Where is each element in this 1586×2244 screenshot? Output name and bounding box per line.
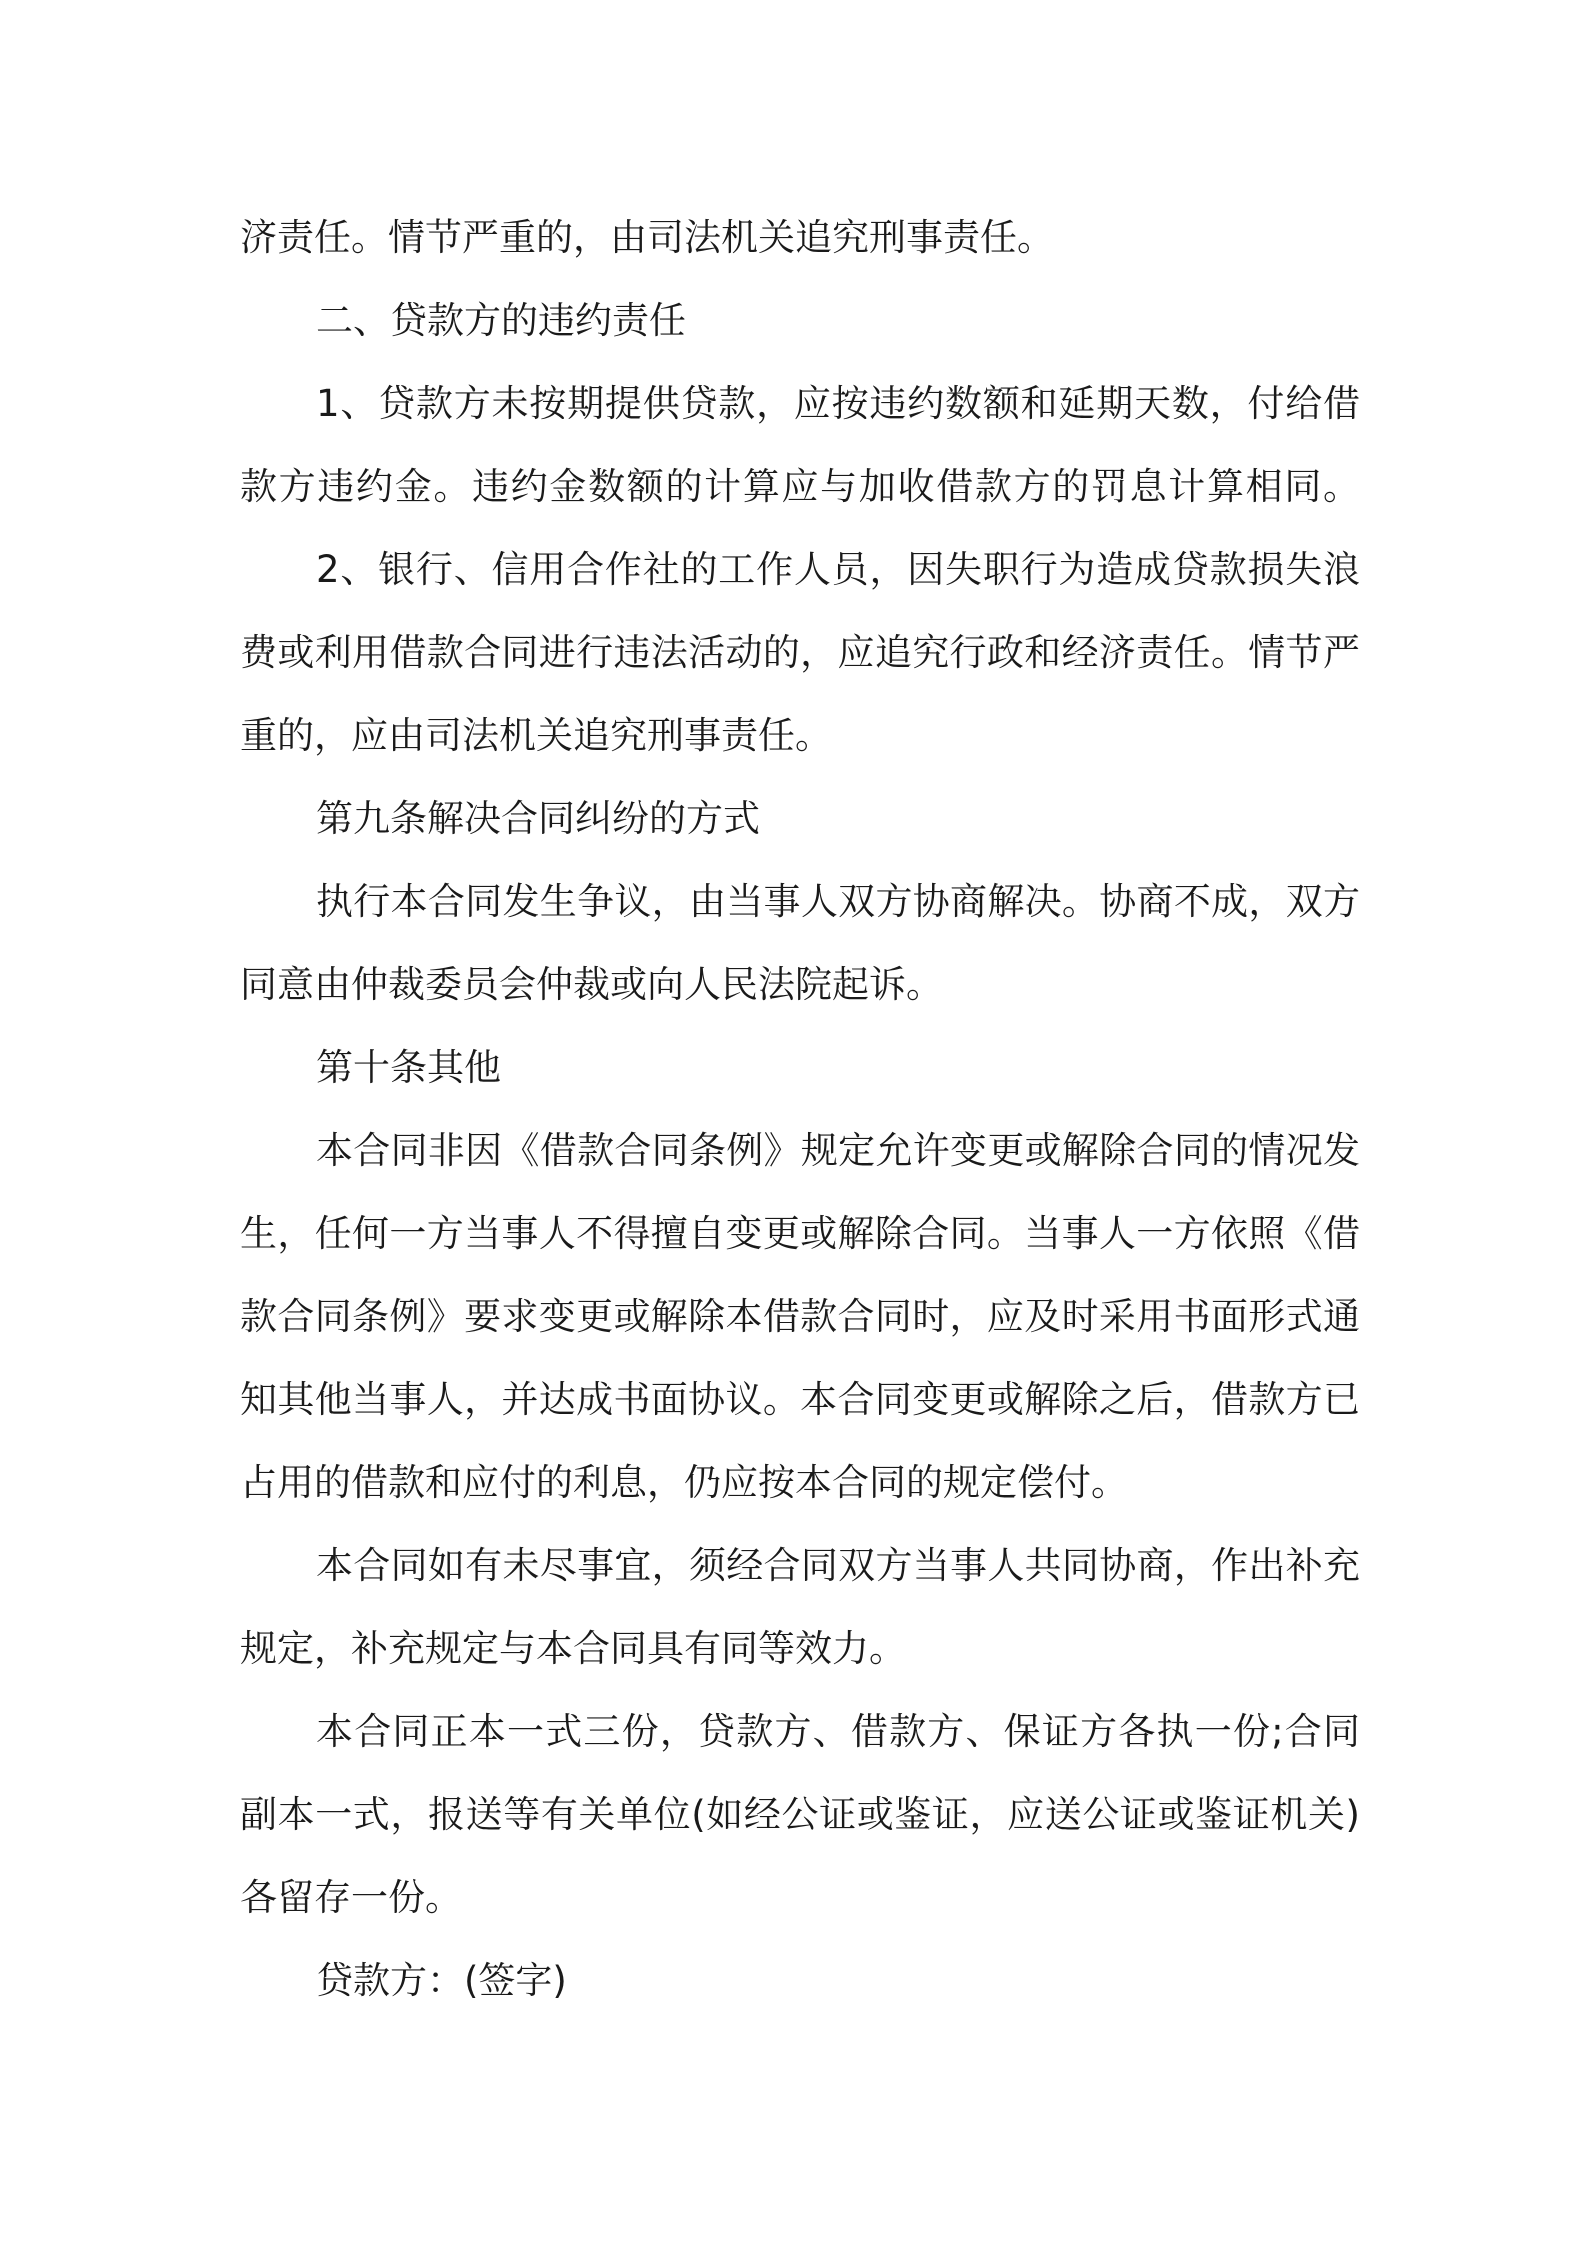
text-line: 执行本合同发生争议，由当事人双方协商解决。协商不成，双方 [316, 880, 1360, 923]
paragraph-supplementary [240, 1524, 1360, 1690]
text-line: 占用的借款和应付的利息，仍应按本合同的规定偿付。 [240, 1461, 1128, 1504]
text-line: 第十条其他 [316, 1046, 501, 1089]
document-body [240, 196, 1360, 2022]
text-line: 各留存一份。 [240, 1876, 462, 1919]
text-line: 本合同如有未尽事宜，须经合同双方当事人共同协商，作出补充 [316, 1544, 1360, 1587]
heading-article-10 [240, 1026, 1360, 1109]
text-line: 贷款方：(签字) [316, 1959, 567, 2002]
paragraph-contract-changes [240, 1109, 1360, 1524]
paragraph-lender-clause-2 [240, 528, 1360, 777]
text-line: 副本一式，报送等有关单位(如经公证或鉴证，应送公证或鉴证机关) [240, 1793, 1360, 1836]
paragraph-dispute-resolution [240, 860, 1360, 1026]
text-line: 同意由仲裁委员会仲裁或向人民法院起诉。 [240, 963, 943, 1006]
text-line: 二、贷款方的违约责任 [316, 299, 686, 342]
text-line: 2、银行、信用合作社的工作人员，因失职行为造成贷款损失浪 [316, 548, 1360, 591]
paragraph-1 [240, 196, 1360, 279]
text-line: 规定，补充规定与本合同具有同等效力。 [240, 1627, 906, 1670]
heading-lender-liability [240, 279, 1360, 362]
text-line: 第九条解决合同纠纷的方式 [316, 797, 760, 840]
signature-lender [240, 1939, 1360, 2022]
text-line: 本合同正本一式三份，贷款方、借款方、保证方各执一份;合同 [316, 1710, 1360, 1753]
paragraph-copies [240, 1690, 1360, 1939]
text-line: 款合同条例》要求变更或解除本借款合同时，应及时采用书面形式通 [240, 1295, 1360, 1338]
text-line: 知其他当事人，并达成书面协议。本合同变更或解除之后，借款方已 [240, 1378, 1360, 1421]
heading-article-9 [240, 777, 1360, 860]
paragraph-lender-clause-1 [240, 362, 1360, 528]
text-line: 款方违约金。违约金数额的计算应与加收借款方的罚息计算相同。 [240, 465, 1360, 508]
text-line: 本合同非因《借款合同条例》规定允许变更或解除合同的情况发 [316, 1129, 1360, 1172]
text-line: 费或利用借款合同进行违法活动的，应追究行政和经济责任。情节严 [240, 631, 1360, 674]
text-line: 济责任。情节严重的，由司法机关追究刑事责任。 [240, 216, 1054, 259]
text-line: 生，任何一方当事人不得擅自变更或解除合同。当事人一方依照《借 [240, 1212, 1360, 1255]
text-line: 1、贷款方未按期提供贷款，应按违约数额和延期天数，付给借 [316, 382, 1360, 425]
text-line: 重的，应由司法机关追究刑事责任。 [240, 714, 832, 757]
